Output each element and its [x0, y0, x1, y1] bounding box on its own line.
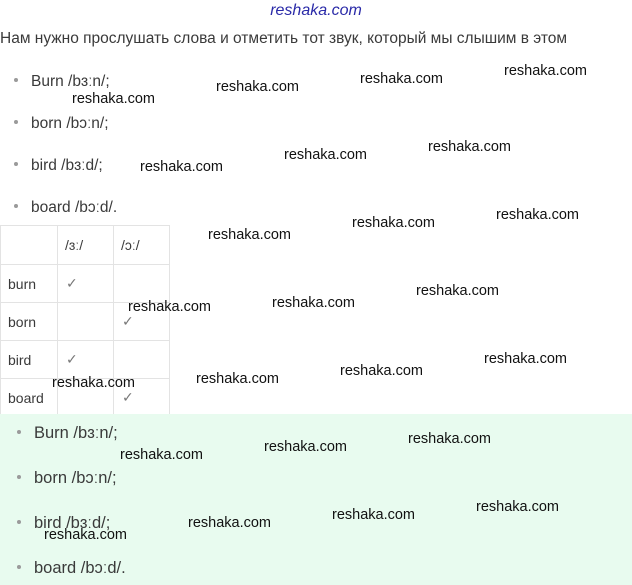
watermark: reshaka.com	[352, 215, 436, 231]
bullet-icon	[14, 78, 18, 82]
watermark: reshaka.com	[72, 91, 156, 107]
list-item-text: board /bɔːd/.	[31, 199, 118, 216]
check-icon: ✓	[58, 341, 114, 379]
watermark: reshaka.com	[140, 159, 224, 175]
table-header-cell: /ɔː/	[114, 226, 170, 265]
watermark: reshaka.com	[272, 295, 356, 311]
watermark: reshaka.com	[264, 439, 348, 455]
list-item	[14, 73, 110, 91]
list-item-text: Burn /bɜːn/;	[34, 424, 118, 442]
watermark: reshaka.com	[208, 227, 292, 243]
watermark: reshaka.com	[496, 207, 580, 223]
check-icon: ✓	[114, 303, 170, 341]
intro-text: Нам нужно прослушать слова и отметить тот звук, который мы слышим в этом	[0, 30, 568, 47]
list-item-text: bird /bɜːd/;	[31, 157, 103, 174]
bullet-icon	[14, 162, 18, 166]
list-item	[14, 115, 109, 133]
list-item-text: born /bɔːn/;	[34, 469, 117, 487]
watermark: reshaka.com	[340, 363, 424, 379]
watermark: reshaka.com	[52, 375, 136, 391]
watermark: reshaka.com	[332, 507, 416, 523]
table-cell	[114, 265, 170, 303]
table-row	[1, 265, 170, 303]
list-item	[14, 157, 103, 175]
list-item-text: Burn /bɜːn/;	[31, 73, 110, 90]
watermark: reshaka.com	[504, 63, 588, 79]
list-item-text: board /bɔːd/.	[34, 559, 126, 577]
watermark: reshaka.com	[196, 371, 280, 387]
table-cell-word: born	[1, 303, 58, 341]
list-item	[17, 424, 118, 443]
bullet-icon	[17, 520, 21, 524]
watermark: reshaka.com	[128, 299, 212, 315]
bullet-icon	[14, 120, 18, 124]
bullet-icon	[14, 204, 18, 208]
list-item-text: born /bɔːn/;	[31, 115, 109, 132]
watermark: reshaka.com	[408, 431, 492, 447]
list-item	[14, 199, 117, 217]
table-row	[1, 341, 170, 379]
table-cell	[114, 341, 170, 379]
bullet-icon	[17, 565, 21, 569]
table-header-row	[1, 226, 170, 265]
bullet-icon	[17, 475, 21, 479]
watermark: reshaka.com	[120, 447, 204, 463]
table-cell-word: board	[1, 379, 58, 417]
list-item-text: bird /bɜːd/;	[34, 514, 111, 532]
check-icon: ✓	[58, 265, 114, 303]
watermark: reshaka.com	[416, 283, 500, 299]
table-header-cell	[1, 226, 58, 265]
watermark: reshaka.com	[428, 139, 512, 155]
list-item	[17, 469, 117, 488]
watermark: reshaka.com	[484, 351, 568, 367]
site-header[interactable]: reshaka.com	[270, 2, 362, 19]
table-cell	[58, 303, 114, 341]
watermark: reshaka.com	[188, 515, 272, 531]
table-cell-word: burn	[1, 265, 58, 303]
watermark: reshaka.com	[284, 147, 368, 163]
watermark: reshaka.com	[44, 527, 128, 543]
check-icon: ✓	[114, 379, 170, 417]
table-header-cell: /ɜː/	[58, 226, 114, 265]
bullet-icon	[17, 430, 21, 434]
watermark: reshaka.com	[216, 79, 300, 95]
watermark: reshaka.com	[360, 71, 444, 87]
list-item	[17, 559, 126, 578]
table-cell-word: bird	[1, 341, 58, 379]
watermark: reshaka.com	[476, 499, 560, 515]
